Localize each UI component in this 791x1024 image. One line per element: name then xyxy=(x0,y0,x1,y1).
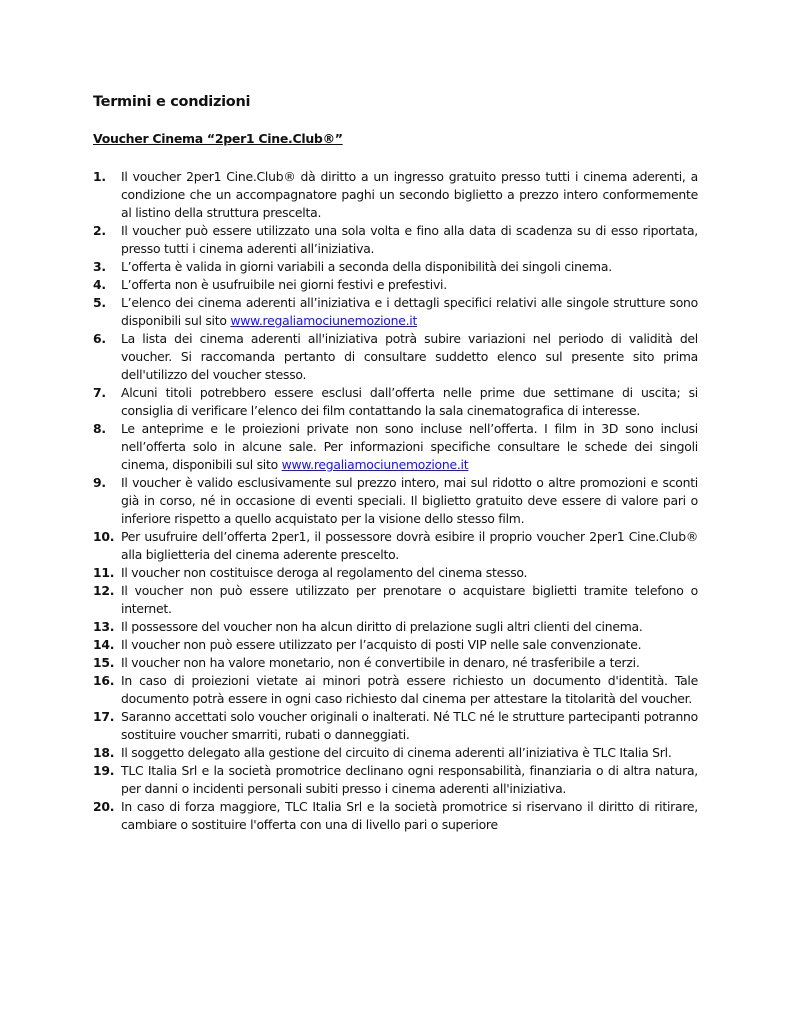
term-item xyxy=(93,168,698,222)
website-link[interactable]: www.regaliamociunemozione.it xyxy=(281,457,469,472)
term-number: 17. xyxy=(93,709,115,724)
term-text-container xyxy=(121,330,698,384)
term-text-container xyxy=(121,420,698,474)
term-item xyxy=(93,528,698,564)
term-item xyxy=(93,474,698,528)
term-text-container xyxy=(121,582,698,618)
term-number: 15. xyxy=(93,655,115,670)
term-number: 19. xyxy=(93,763,115,778)
term-text-container xyxy=(121,762,698,798)
term-item xyxy=(93,384,698,420)
term-text-container xyxy=(121,744,698,762)
term-text-container xyxy=(121,168,698,222)
term-number: 13. xyxy=(93,619,115,634)
term-text: Il possessore del voucher non ha alcun diritto di prelazione sugli altri clienti del cinema. xyxy=(121,619,643,634)
term-text: Per usufruire dell’offerta 2per1, il possessore dovrà esibire il proprio voucher 2per1 Cine.Club® alla biglietteria del cinema aderente prescelto. xyxy=(121,529,698,562)
term-number: 11. xyxy=(93,565,115,580)
term-item xyxy=(93,294,698,330)
term-text: In caso di forza maggiore, TLC Italia Srl e la società promotrice si riservano il diritto di ritirare, cambiare o sostituire l'offerta con una di livello pari o superiore xyxy=(121,799,698,832)
term-text: Il voucher è valido esclusivamente sul prezzo intero, mai sul ridotto o altre promozioni e sconti già in corso, né in occasione di eventi speciali. Il biglietto gratuito deve essere di valore pari o inferiore rispetto a quello acquistato per la visione dello stesso film. xyxy=(121,475,698,526)
term-text-container xyxy=(121,474,698,528)
term-item xyxy=(93,762,698,798)
term-text: Il voucher non ha valore monetario, non é convertibile in denaro, né trasferibile a terzi. xyxy=(121,655,640,670)
term-text: L’elenco dei cinema aderenti all’iniziativa e i dettagli specifici relativi alle singole strutture sono disponibili sul sito xyxy=(121,295,698,328)
term-number: 6. xyxy=(93,331,106,346)
term-text: Le anteprime e le proiezioni private non sono incluse nell’offerta. I film in 3D sono inclusi nell’offerta solo in alcune sale. Per informazioni specifiche consultare le schede dei singoli cinema, disponibili sul sito xyxy=(121,421,698,472)
term-text-container xyxy=(121,798,698,834)
term-item xyxy=(93,258,698,276)
term-number: 4. xyxy=(93,277,106,292)
term-number: 5. xyxy=(93,295,106,310)
term-item xyxy=(93,636,698,654)
term-text-container xyxy=(121,672,698,708)
term-text: Il voucher non può essere utilizzato per prenotare o acquistare biglietti tramite telefono o internet. xyxy=(121,583,698,616)
term-number: 8. xyxy=(93,421,106,436)
term-text-container xyxy=(121,528,698,564)
term-number: 12. xyxy=(93,583,115,598)
term-item xyxy=(93,654,698,672)
term-text-container xyxy=(121,564,698,582)
terms-list xyxy=(93,168,698,834)
term-item xyxy=(93,330,698,384)
term-number: 7. xyxy=(93,385,106,400)
term-text: Il voucher non può essere utilizzato per l’acquisto di posti VIP nelle sale convenzionate. xyxy=(121,637,642,652)
term-text: La lista dei cinema aderenti all'iniziativa potrà subire variazioni nel periodo di validità del voucher. Si raccomanda pertanto di consultare suddetto elenco sul presente sito prima dell'utilizzo del voucher stesso. xyxy=(121,331,698,382)
term-text: In caso di proiezioni vietate ai minori potrà essere richiesto un documento d'identità. Tale documento potrà essere in ogni caso richiesto dal cinema per attestare la titolarità del voucher. xyxy=(121,673,698,706)
term-item xyxy=(93,798,698,834)
term-text: Alcuni titoli potrebbero essere esclusi dall’offerta nelle prime due settimane di uscita; si consiglia di verificare l’elenco dei film contattando la sala cinematografica di interesse. xyxy=(121,385,698,418)
term-item xyxy=(93,276,698,294)
term-text-container xyxy=(121,276,698,294)
term-number: 1. xyxy=(93,169,106,184)
term-text: L’offerta non è usufruibile nei giorni festivi e prefestivi. xyxy=(121,277,447,292)
term-item xyxy=(93,564,698,582)
term-number: 16. xyxy=(93,673,115,688)
term-text-container xyxy=(121,222,698,258)
term-number: 20. xyxy=(93,799,115,814)
term-text-container xyxy=(121,294,698,330)
term-text: Il voucher 2per1 Cine.Club® dà diritto a un ingresso gratuito presso tutti i cinema aderenti, a condizione che un accompagnatore paghi un secondo biglietto a prezzo intero conformemente al listino della struttura prescelta. xyxy=(121,169,698,220)
term-text-container xyxy=(121,636,698,654)
term-number: 10. xyxy=(93,529,115,544)
term-text: Saranno accettati solo voucher originali o inalterati. Né TLC né le strutture partecipanti potranno sostituire voucher smarriti, rubati o danneggiati. xyxy=(121,709,698,742)
term-number: 14. xyxy=(93,637,115,652)
term-text-container xyxy=(121,384,698,420)
website-link[interactable]: www.regaliamociunemozione.it xyxy=(230,313,418,328)
term-item xyxy=(93,672,698,708)
term-text: Il soggetto delegato alla gestione del circuito di cinema aderenti all’iniziativa è TLC Italia Srl. xyxy=(121,745,672,760)
term-text: L’offerta è valida in giorni variabili a seconda della disponibilità dei singoli cinema. xyxy=(121,259,612,274)
term-text: Il voucher può essere utilizzato una sola volta e fino alla data di scadenza su di esso riportata, presso tutti i cinema aderenti all’iniziativa. xyxy=(121,223,698,256)
term-item xyxy=(93,582,698,618)
term-text-container xyxy=(121,708,698,744)
term-number: 3. xyxy=(93,259,106,274)
term-item xyxy=(93,420,698,474)
term-text: TLC Italia Srl e la società promotrice declinano ogni responsabilità, finanziaria o di altra natura, per danni o incidenti personali subiti presso i cinema aderenti all'iniziativa. xyxy=(121,763,698,796)
term-item xyxy=(93,618,698,636)
term-text: Il voucher non costituisce deroga al regolamento del cinema stesso. xyxy=(121,565,528,580)
term-item xyxy=(93,708,698,744)
term-number: 2. xyxy=(93,223,106,238)
term-number: 9. xyxy=(93,475,106,490)
term-text-container xyxy=(121,258,698,276)
section-subtitle: Voucher Cinema “2per1 Cine.Club®” xyxy=(93,131,343,146)
term-text-container xyxy=(121,654,698,672)
term-item xyxy=(93,744,698,762)
page-title: Termini e condizioni xyxy=(93,94,251,110)
term-text-container xyxy=(121,618,698,636)
term-item xyxy=(93,222,698,258)
term-number: 18. xyxy=(93,745,115,760)
